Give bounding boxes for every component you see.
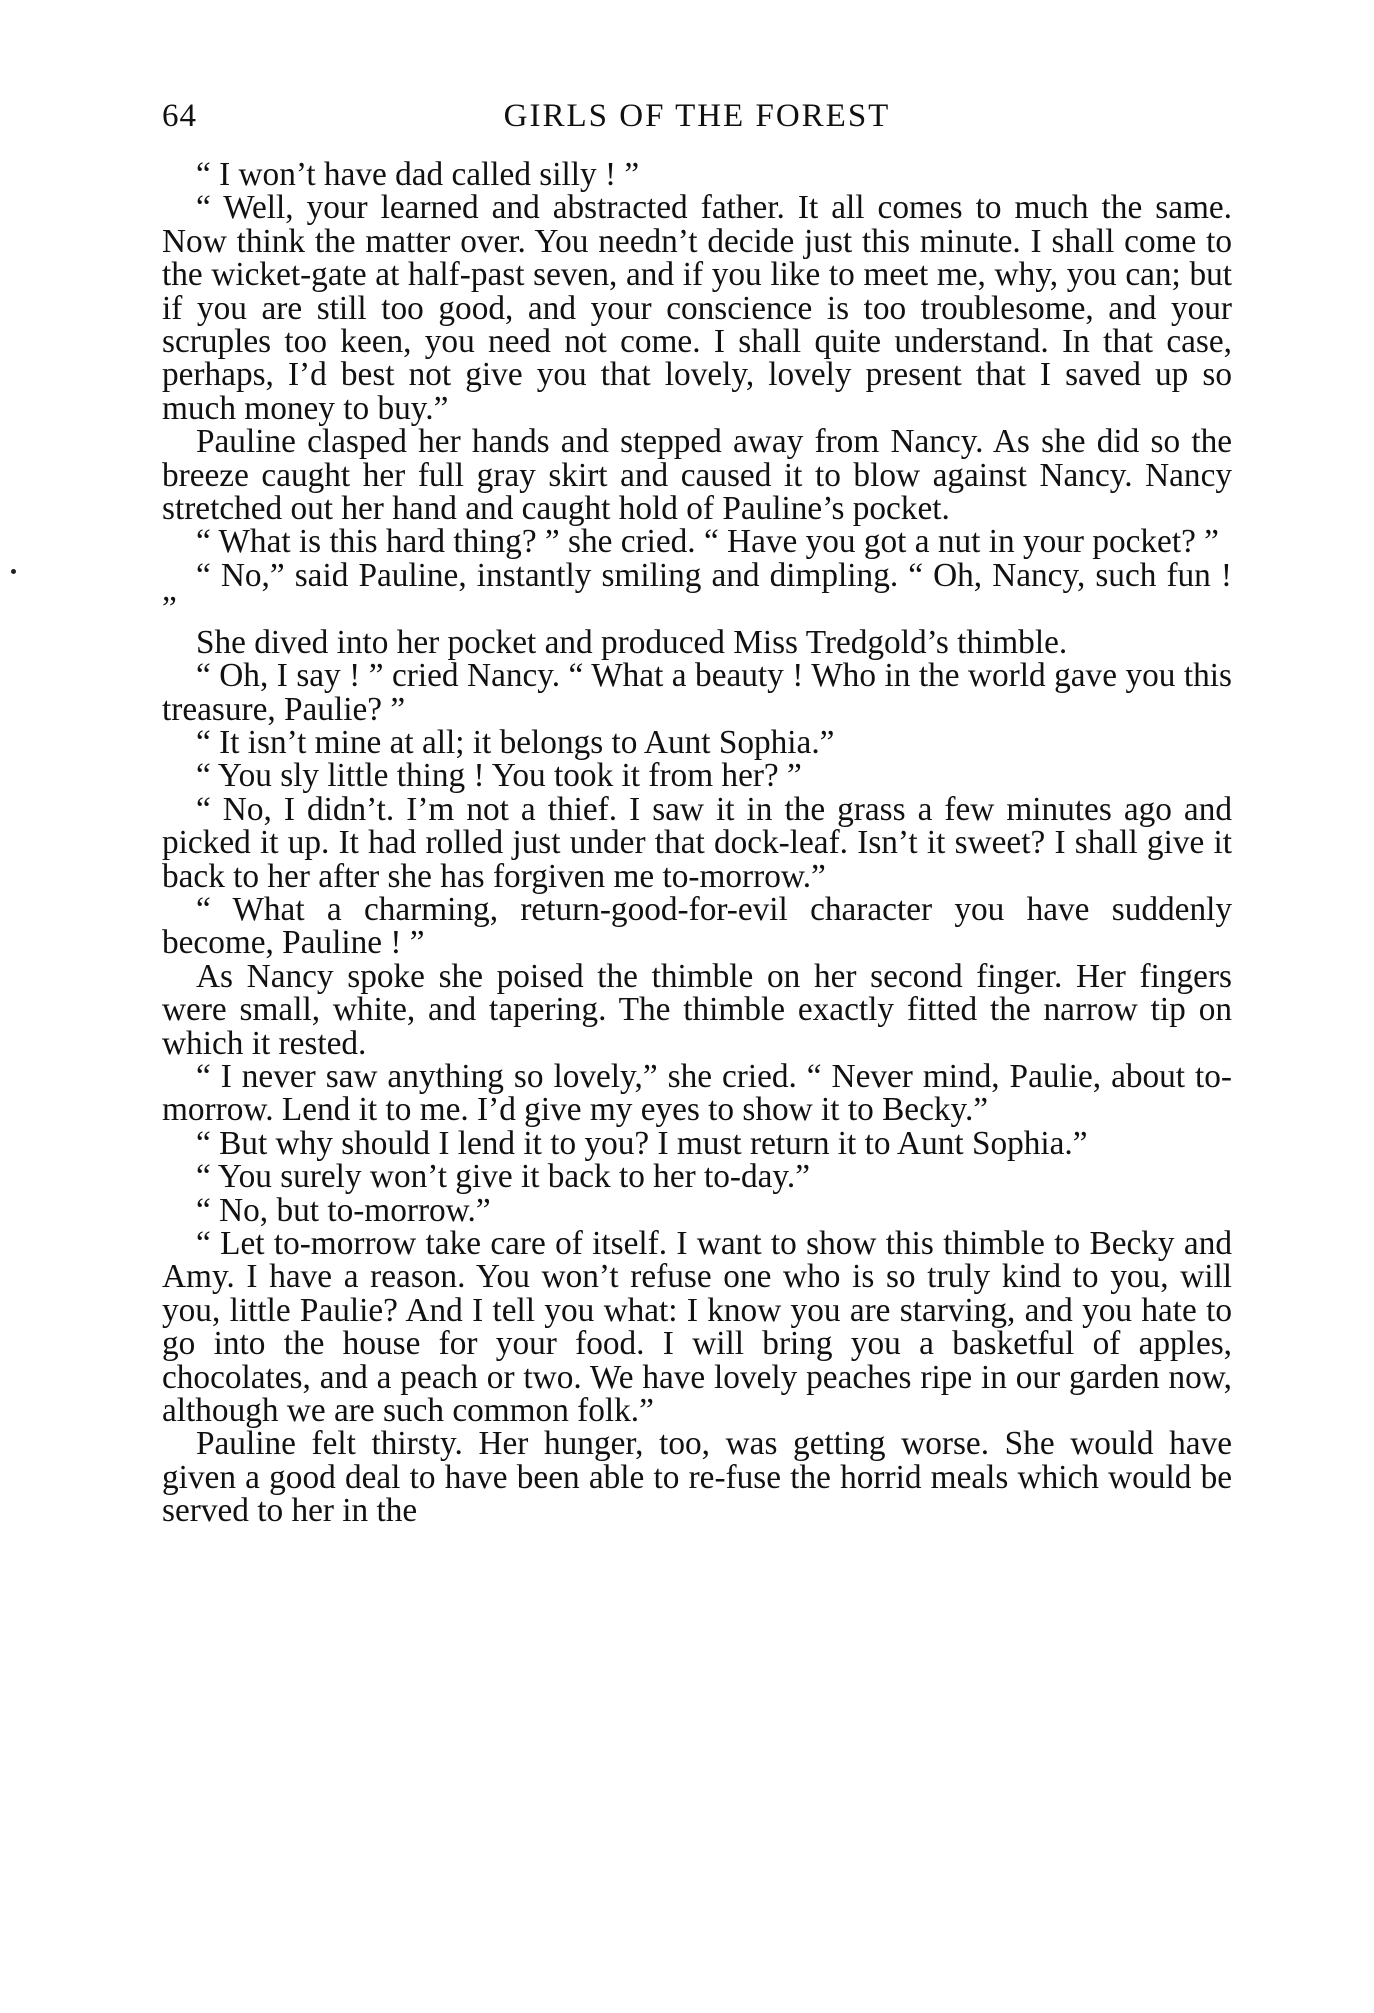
paragraph: “ What is this hard thing? ” she cried. “ Have you got a nut in your pocket? ” (196, 523, 1219, 561)
paragraph: “ You sly little thing ! You took it from her? ” (196, 757, 802, 795)
paragraph: “ No,” said Pauline, instantly smiling and dimpling. “ Oh, Nancy, such fun ! ” (162, 556, 1232, 628)
paragraph: She dived into her pocket and produced Miss Tredgold’s thimble. (196, 623, 1068, 661)
page-header (162, 98, 1232, 146)
body-text (162, 158, 1232, 1528)
book-page (162, 98, 1232, 1528)
page-number: 64 (162, 98, 197, 134)
paragraph: “ I never saw anything so lovely,” she cried. “ Never mind, Paulie, about to-morrow. Lend it to me. I’d give my eyes to show it to Becky.” (162, 1057, 1232, 1129)
paragraph: “ You surely won’t give it back to her to-day.” (196, 1158, 811, 1196)
paragraph: “ No, but to-morrow.” (196, 1191, 491, 1229)
paragraph: “ No, I didn’t. I’m not a thief. I saw it in the grass a few minutes ago and picked it up. It had rolled just under that dock-leaf. Isn’t it sweet? I shall give it back to her after she has forgiven me to-morrow.” (162, 790, 1232, 895)
margin-dot (11, 569, 16, 574)
paragraph: “ Well, your learned and abstracted father. It all comes to much the same. Now think the matter over. You needn’t decide just this minute. I shall come to the wicket-gate at half-past seven, and if you like to meet me, why, you can; but if you are still too good, and your conscience is too troublesome, and your scruples too keen, you need not come. I shall quite understand. In that case, perhaps, I’d best not give you that lovely, lovely present that I saved up so much money to buy.” (162, 189, 1232, 427)
paragraph: “ But why should I lend it to you? I must return it to Aunt Sophia.” (196, 1124, 1088, 1162)
paragraph: “ What a charming, return-good-for-evil character you have suddenly become, Pauline ! ” (162, 890, 1232, 962)
paragraph: As Nancy spoke she poised the thimble on her second finger. Her fingers were small, white, and tapering. The thimble exactly fitted the narrow tip on which it rested. (162, 957, 1232, 1062)
paragraph: “ I won’t have dad called silly ! ” (196, 156, 640, 193)
paragraph: “ Oh, I say ! ” cried Nancy. “ What a beauty ! Who in the world gave you this treasure, Paulie? ” (162, 657, 1232, 728)
paragraph: Pauline clasped her hands and stepped away from Nancy. As she did so the breeze caught her full gray skirt and caused it to blow against Nancy. Nancy stretched out her hand and caught hold of Pauline’s pocket. (162, 423, 1232, 528)
paragraph: “ Let to-morrow take care of itself. I want to show this thimble to Becky and Amy. I have a reason. You won’t refuse one who is so truly kind to you, will you, little Paulie? And I tell you what: I know you are starving, and you hate to go into the house for your food. I will bring you a basketful of apples, chocolates, and a peach or two. We have lovely peaches ripe in our garden now, although we are such common folk.” (162, 1225, 1232, 1430)
paragraph: “ It isn’t mine at all; it belongs to Aunt Sophia.” (196, 723, 835, 761)
paragraph: Pauline felt thirsty. Her hunger, too, was getting worse. She would have given a good deal to have been able to re-fuse the horrid meals which would be served to her in the (162, 1425, 1232, 1530)
running-title: GIRLS OF THE FOREST (503, 98, 891, 134)
